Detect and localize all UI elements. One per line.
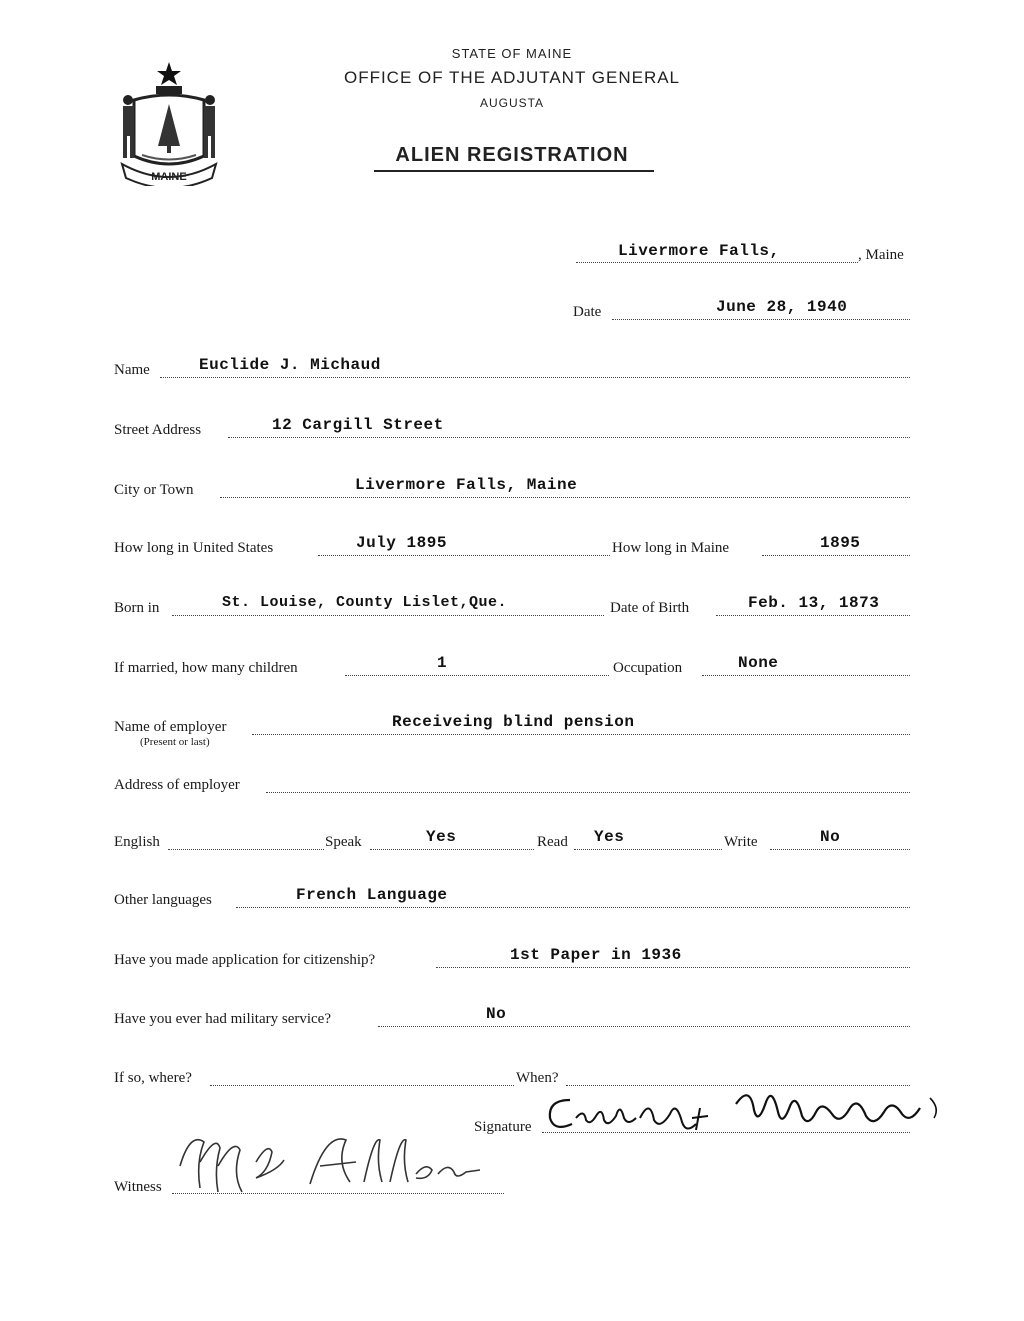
us-stay-value: July 1895 — [356, 534, 447, 552]
children-label: If married, how many children — [114, 660, 298, 676]
state-seal-icon — [112, 60, 226, 186]
where-label: If so, where? — [114, 1070, 192, 1086]
read-label: Read — [537, 834, 568, 850]
english-label: English — [114, 834, 160, 850]
languages-label: Other languages — [114, 892, 212, 908]
signature-label: Signature — [474, 1119, 532, 1135]
occupation-label: Occupation — [613, 660, 683, 676]
dob-label: Date of Birth — [610, 600, 690, 616]
employer-address-label: Address of employer — [114, 777, 240, 793]
speak-label: Speak — [325, 834, 362, 850]
name-value: Euclide J. Michaud — [199, 356, 381, 374]
date-value: June 28, 1940 — [716, 298, 848, 316]
witness-handwriting — [160, 1122, 500, 1202]
children-value: 1 — [437, 654, 448, 672]
header-state: STATE OF MAINE — [451, 46, 573, 61]
header-office: OFFICE OF THE ADJUTANT GENERAL — [343, 68, 681, 87]
when-label: When? — [516, 1070, 559, 1086]
place-suffix: , Maine — [858, 247, 904, 263]
city-label: City or Town — [114, 482, 194, 498]
born-value: St. Louise, County Lislet,Que. — [222, 594, 508, 611]
citizenship-value: 1st Paper in 1936 — [510, 946, 682, 964]
occupation-value: None — [738, 654, 779, 672]
street-label: Street Address — [114, 422, 202, 438]
dob-value: Feb. 13, 1873 — [748, 594, 880, 612]
employer-value: Receiveing blind pension — [392, 713, 635, 731]
place-value: Livermore Falls, — [618, 242, 780, 260]
title-underline — [374, 170, 654, 172]
city-value: Livermore Falls, Maine — [355, 476, 578, 494]
citizenship-label: Have you made application for citizenship? — [114, 952, 376, 968]
read-value: Yes — [594, 828, 625, 846]
street-value: 12 Cargill Street — [272, 416, 444, 434]
employer-sublabel: (Present or last) — [140, 736, 210, 748]
name-label: Name — [114, 362, 150, 378]
military-label: Have you ever had military service? — [114, 1011, 331, 1027]
employer-label: Name of employer — [114, 719, 227, 735]
us-stay-label: How long in United States — [114, 540, 274, 556]
witness-label: Witness — [114, 1179, 162, 1195]
signature-handwriting — [540, 1078, 950, 1140]
write-label: Write — [724, 834, 758, 850]
languages-value: French Language — [296, 886, 448, 904]
maine-stay-value: 1895 — [820, 534, 861, 552]
write-value: No — [820, 828, 841, 846]
maine-stay-label: How long in Maine — [612, 540, 730, 556]
military-value: No — [486, 1005, 507, 1023]
date-label: Date — [573, 304, 602, 320]
header-city: AUGUSTA — [479, 96, 545, 110]
speak-value: Yes — [426, 828, 457, 846]
svg-text:MAINE: MAINE — [151, 171, 187, 183]
born-label: Born in — [114, 600, 160, 616]
form-title: ALIEN REGISTRATION — [395, 144, 629, 166]
